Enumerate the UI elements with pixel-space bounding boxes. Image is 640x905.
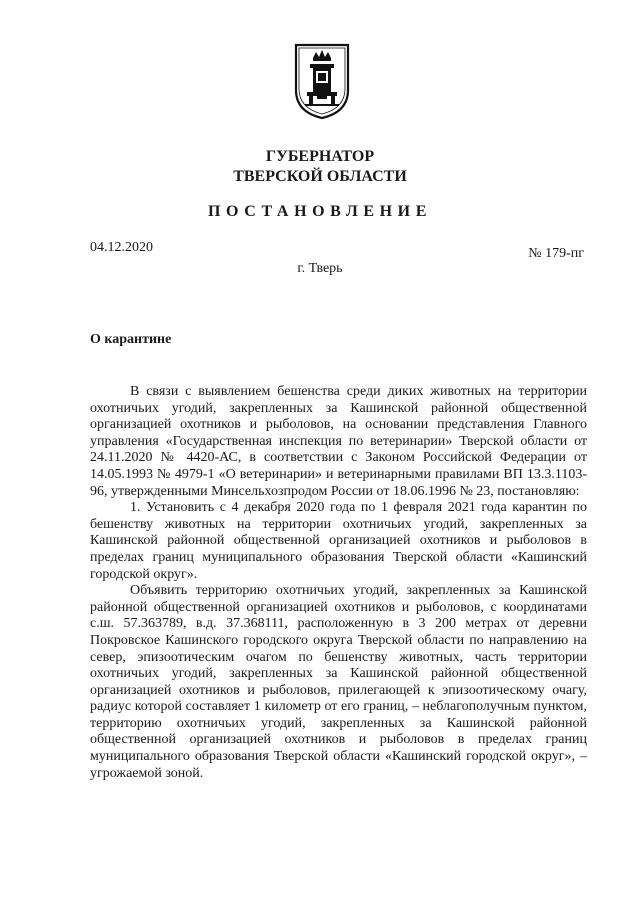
body-paragraph: 1. Установить с 4 декабря 2020 года по 1 февраля 2021 года карантин по бешенству животных на территории охотничьих угодий, закрепленных за Кашинской районной общественной организацией охотников и рыболовов в пределах границ муниципального образования Тверской области «Кашинский городской округ». — [90, 500, 587, 582]
document-body — [90, 384, 587, 782]
authority-title-line1: ГУБЕРНАТОР — [265, 148, 375, 165]
authority-title-line2: ТВЕРСКОЙ ОБЛАСТИ — [233, 168, 407, 185]
body-paragraph: Объявить территорию охотничьих угодий, закрепленных за Кашинской районной общественной организацией охотников и рыболовов, с координатами с.ш. 57.363789, в.д. 37.368111, расположенную в 3 200 метрах от деревни Покровское Кашинского городского округа Тверской области по направлению на север, эпизоотическим очагом по бешенству животных, часть территории охотничьих угодий, закрепленных за Кашинской районной общественной организацией охотников и рыболовов, прилегающей к эпизоотическому очагу, радиус которой составляет 1 километр от его границ, – неблагополучным пунктом, территорию охотничьих угодий, закрепленных за Кашинской районной общественной организацией охотников и рыболовов в пределах границ муниципального образования Тверской области «Кашинский городской округ», – угрожаемой зоной. — [90, 583, 587, 781]
document-number: № 179-пг — [528, 246, 584, 261]
document-type-heading: ПОСТАНОВЛЕНИЕ — [208, 203, 432, 220]
document-subject: О карантине — [90, 332, 172, 347]
document-city: г. Тверь — [297, 261, 343, 276]
body-paragraph: В связи с выявлением бешенства среди диких животных на территории охотничьих угодий, закрепленных за Кашинской районной общественной организацией охотников и рыболовов, на основании представления Главного управления «Государственная инспекция по ветеринарии» Тверской области от 24.11.2020 № 4420-АС, в соответствии с Законом Российской Федерации от 14.05.1993 № 4979-1 «О ветеринарии» и ветеринарными правилами ВП 13.3.1103-96, утвержденными Минсельхозпродом России от 18.06.1996 № 23, постановляю: — [90, 384, 587, 499]
document-date: 04.12.2020 — [90, 240, 153, 255]
coat-of-arms-emblem — [293, 42, 351, 120]
